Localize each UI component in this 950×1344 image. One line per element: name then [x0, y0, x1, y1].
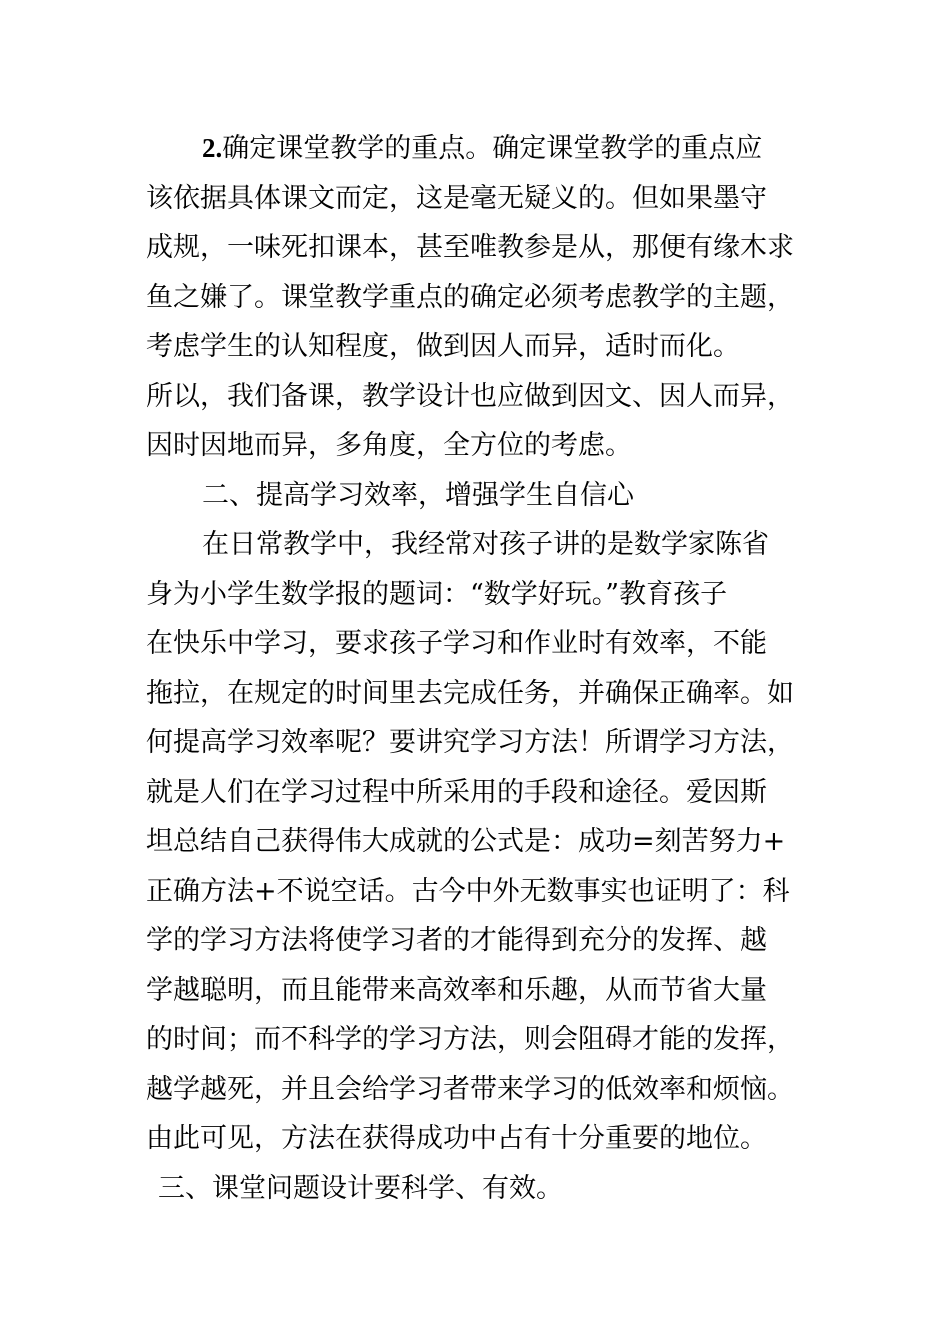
paragraph-line: 的时间；而不科学的学习方法，则会阻碍才能的发挥，: [146, 1024, 794, 1055]
paragraph-line: 正确方法+不说空话。古今中外无数事实也证明了：科: [146, 875, 790, 907]
document-body: [146, 124, 836, 1213]
paragraph-line: 由此可见，方法在获得成功中占有十分重要的地位。: [146, 1123, 767, 1154]
section-heading: 三、课堂问题设计要科学、有效。: [158, 1172, 563, 1204]
paragraph-line: 考虑学生的认知程度，做到因人而异，适时而化。: [146, 331, 740, 362]
paragraph-line: 何提高学习效率呢？要讲究学习方法！所谓学习方法，: [146, 727, 794, 758]
paragraph-line: 身为小学生数学报的题词：“数学好玩。”教育孩子: [146, 578, 728, 610]
paragraph-line: 就是人们在学习过程中所采用的手段和途径。爱因斯: [146, 776, 767, 808]
paragraph-line: 在日常教学中，我经常对孩子讲的是数学家陈省: [202, 529, 769, 560]
paragraph-line: 在快乐中学习，要求孩子学习和作业时有效率，不能: [146, 628, 767, 659]
paragraph-line: 该依据具体课文而定，这是毫无疑义的。但如果墨守: [146, 182, 767, 214]
paragraph-line: 坦总结自己获得伟大成就的公式是：成功=刻苦努力+: [146, 826, 786, 857]
paragraph-line: 学的学习方法将使学习者的才能得到充分的发挥、越: [146, 925, 767, 956]
paragraph-line: 所以，我们备课，教学设计也应做到因文、因人而异，: [146, 380, 794, 412]
paragraph-line: 学越聪明，而且能带来高效率和乐趣，从而节省大量: [146, 974, 767, 1006]
paragraph-line: 因时因地而异，多角度，全方位的考虑。: [146, 430, 632, 461]
paragraph-line: [146, 124, 836, 174]
list-number: 2.: [202, 133, 223, 163]
paragraph-line: 拖拉，在规定的时间里去完成任务，并确保正确率。如: [146, 677, 794, 709]
paragraph-line: 鱼之嫌了。课堂教学重点的确定必须考虑教学的主题，: [146, 281, 794, 313]
paragraph-line: 越学越死，并且会给学习者带来学习的低效率和烦恼。: [146, 1073, 794, 1105]
section-heading: 二、提高学习效率，增强学生自信心: [202, 479, 634, 511]
line-text: 确定课堂教学的重点。确定课堂教学的重点应: [222, 133, 763, 164]
paragraph-line: 成规，一味死扣课本，甚至唯教参是从，那便有缘木求: [146, 232, 794, 263]
